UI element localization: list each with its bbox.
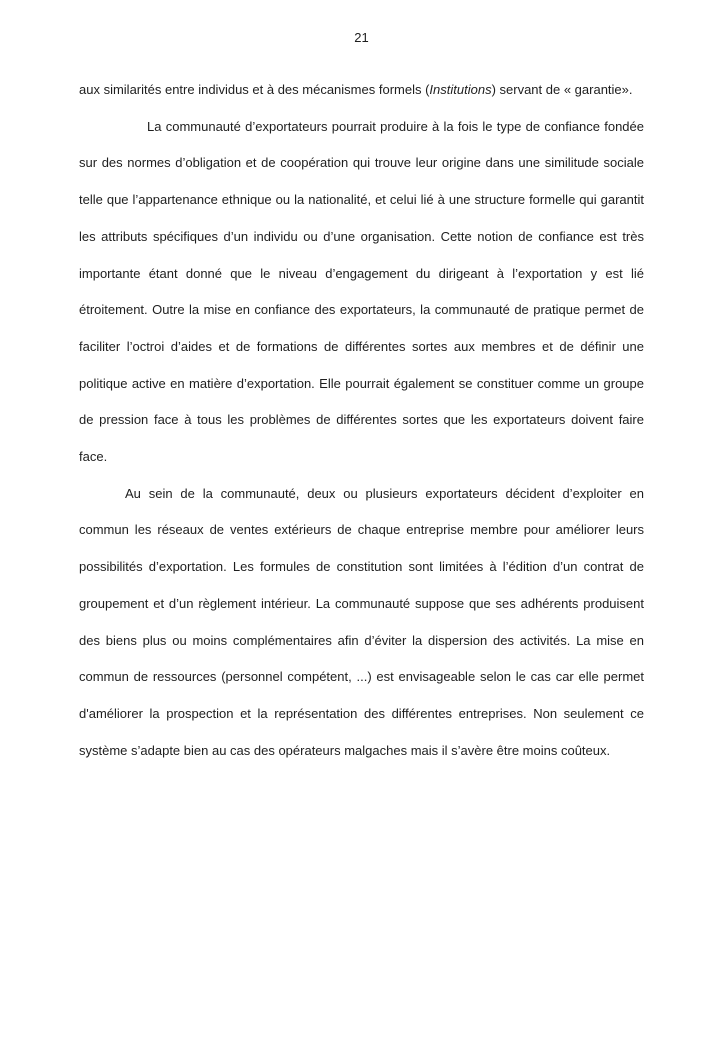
body-text — [79, 72, 644, 769]
paragraph-community-trust: La communauté d’exportateurs pourrait produire à la fois le type de confiance fondée sur des normes d’obligation et de coopération qui trouve leur origine dans une similitude sociale telle que l’appartenance ethnique ou la nationalité, et celui lié à une structure formelle qui garantit les attributs spécifiques d’un individu ou d’une organisation. Cette notion de confiance est très importante étant donné que le niveau d’engagement du dirigeant à l’exportation y est lié étroitement. Outre la mise en confiance des exportateurs, la communauté de pratique permet de faciliter l’octroi d’aides et de formations de différentes sortes aux membres et de définir une politique active en matière d’exportation. Elle pourrait également se constituer comme un groupe de pression face à tous les problèmes de différentes sortes que les exportateurs doivent faire face. — [79, 118, 644, 465]
paragraph-1-italic-term: Institutions — [429, 82, 492, 97]
paragraph-continuation — [79, 72, 644, 109]
page-number: 21 — [354, 30, 369, 45]
paragraph-1-text-after: ) servant de « garantie». — [491, 82, 633, 97]
paragraph-shared-networks: Au sein de la communauté, deux ou plusieurs exportateurs décident d’exploiter en commun les réseaux de ventes extérieurs de chaque entreprise membre pour améliorer leurs possibilités d’exportation. Les formules de constitution sont limitées à l’édition d’un contrat de groupement et d’un règlement intérieur. La communauté suppose que ses adhérents produisent des biens plus ou moins complémentaires afin d’éviter la dispersion des activités. La mise en commun de ressources (personnel compétent, ...) est envisageable selon le cas car elle permet d'améliorer la prospection et la représentation des différentes entreprises. Non seulement ce système s’adapte bien au cas des opérateurs malgaches mais il s’avère être moins coûteux. — [79, 485, 644, 758]
paragraph-1-text-before: aux similarités entre individus et à des mécanismes formels ( — [79, 82, 430, 97]
